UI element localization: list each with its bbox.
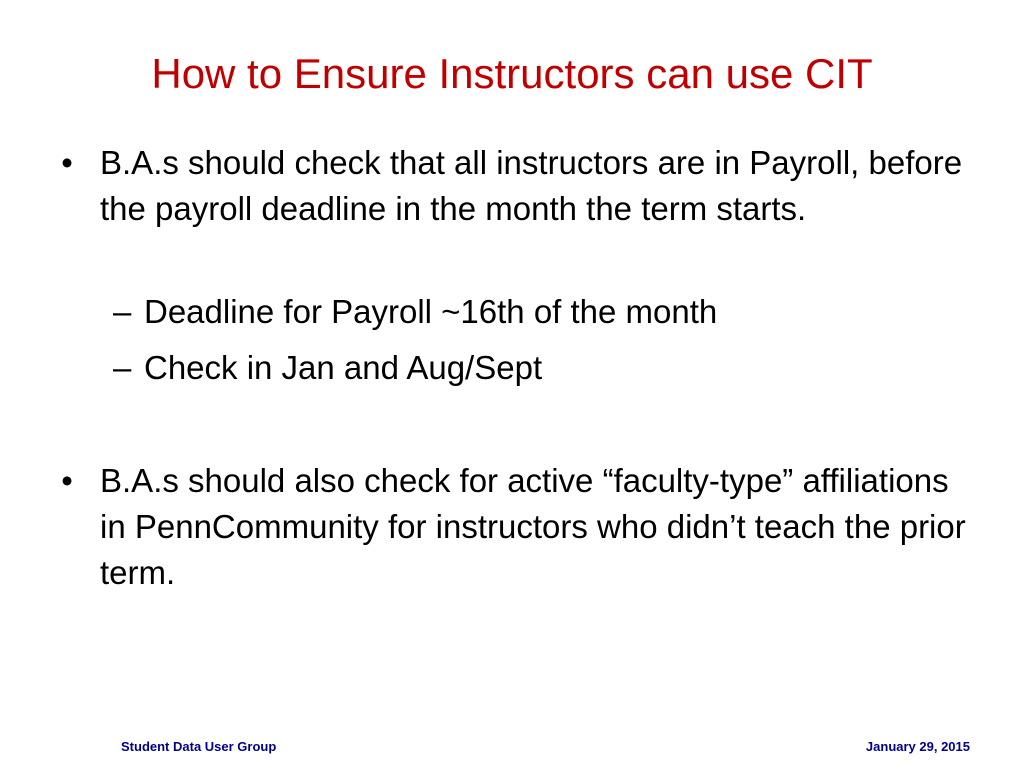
sub-bullet-marker: – <box>113 293 132 330</box>
bullet-item <box>61 140 980 232</box>
bullet-marker: • <box>61 462 73 499</box>
sub-bullet-item <box>113 289 984 335</box>
slide-title: How to Ensure Instructors can use CIT <box>151 50 873 97</box>
footer-date: January 29, 2015 <box>865 739 970 754</box>
sub-bullet-text: Deadline for Payroll ~16th of the month <box>144 293 718 330</box>
bullet-text: B.A.s should also check for active “faculty-type” affiliations in PennCommunity for instructors who didn’t teach the prior term. <box>100 462 966 591</box>
bullet-item <box>61 458 980 596</box>
footer-group-name: Student Data User Group <box>121 739 277 754</box>
sub-bullet-marker: – <box>113 349 132 386</box>
bullet-marker: • <box>61 144 73 181</box>
sub-bullet-item <box>113 345 984 391</box>
bullet-text: B.A.s should check that all instructors are in Payroll, before the payroll deadline in the month the term starts. <box>100 144 963 227</box>
sub-bullet-text: Check in Jan and Aug/Sept <box>144 349 543 386</box>
